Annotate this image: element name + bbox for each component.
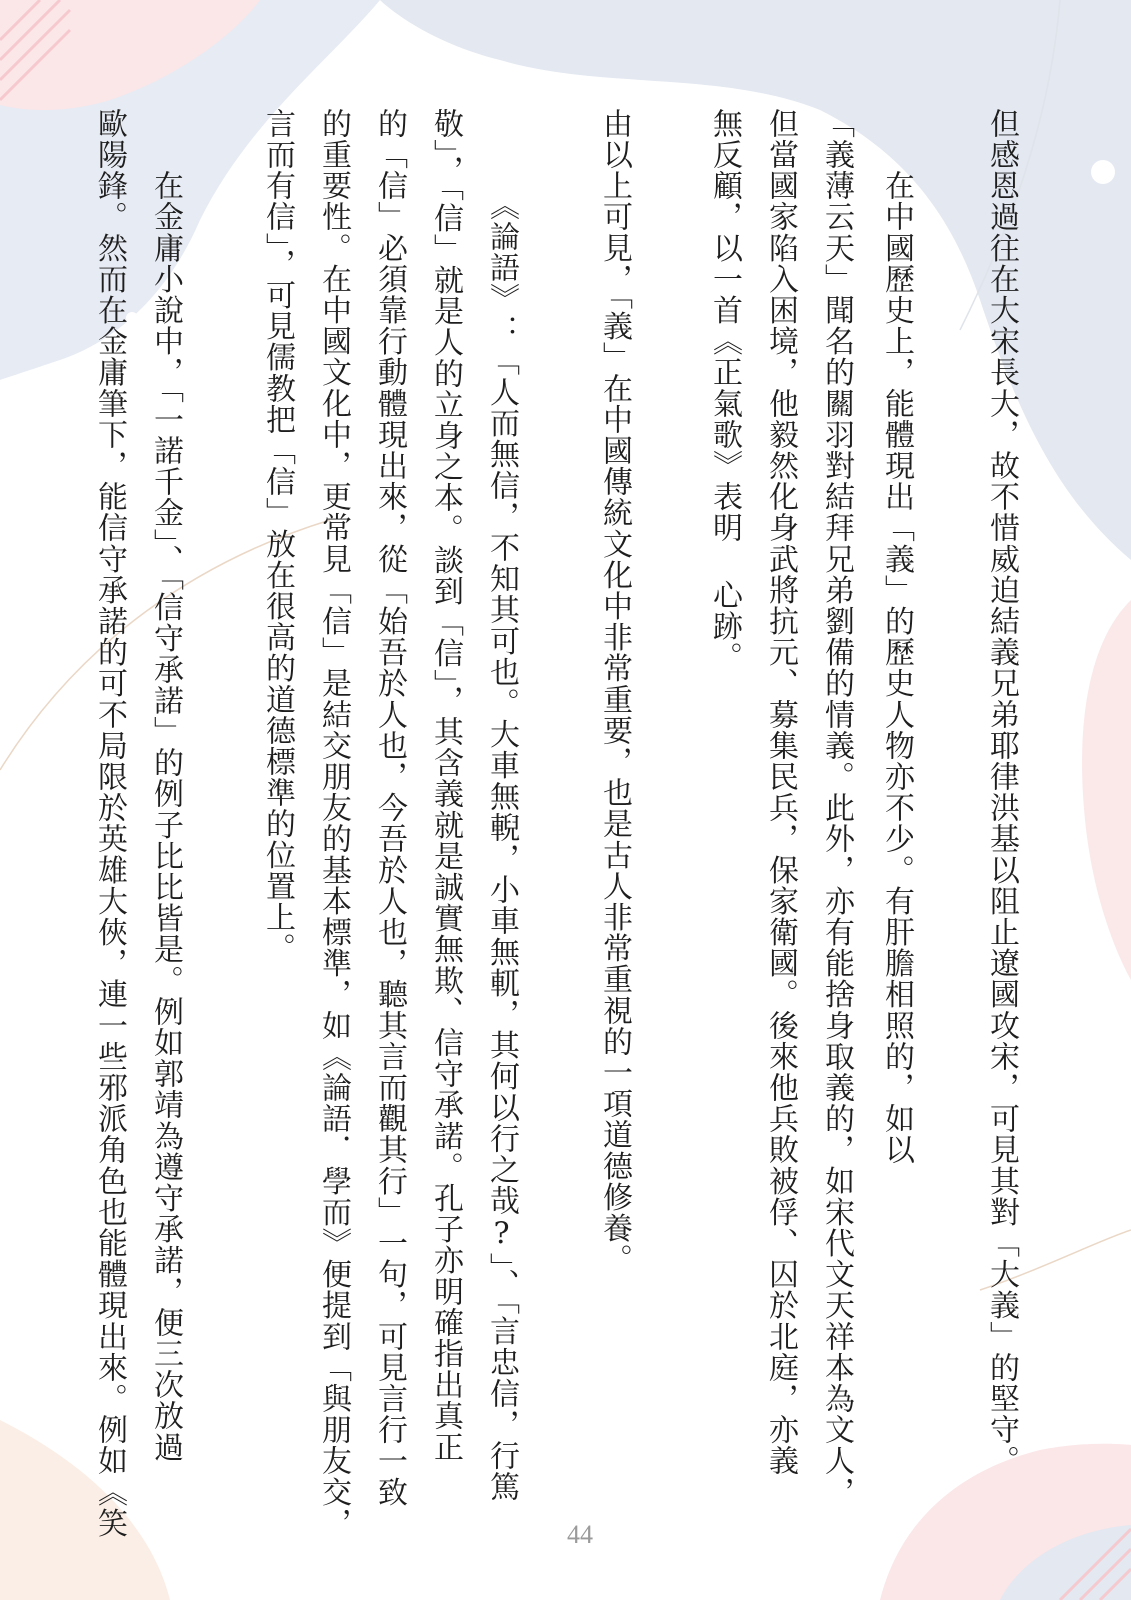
text-line-12: 在金庸小說中，「一諾千金」、「信守承諾」的例子比比皆是。例如郭靖為遵守承諾，便三次放過 <box>148 108 183 1463</box>
text-line-8: 敬」，「信」就是人的立身之本。談到「信」，其含義就是誠實無欺、信守承諾。孔子亦明確指出真正 <box>428 108 463 1463</box>
white-dot <box>1091 160 1115 184</box>
text-line-4: 但當國家陷入困境，他毅然化身武將抗元、募集民兵，保家衛國。後來他兵敗被俘、囚於北庭，亦義 <box>763 108 798 1477</box>
text-line-13: 歐陽鋒。然而在金庸筆下，能信守承諾的可不局限於英雄大俠，連一些邪派角色也能體現出來。例如《笑 <box>92 108 127 1539</box>
text-line-5: 無反顧，以一首《正氣歌》表明 心跡。 <box>707 108 742 673</box>
text-line-2: 在中國歷史上，能體現出「義」的歷史人物亦不少。有肝膽相照的，如以 <box>879 108 914 1166</box>
text-line-7: 《論語》：「人而無信，不知其可也。大車無輗，小車無軏，其何以行之哉?」、「言忠信，行篤 <box>484 190 519 1503</box>
pink-blob-right <box>1082 600 1131 980</box>
text-line-1: 但感恩過往在大宋長大，故不惜威迫結義兄弟耶律洪基以阻止遼國攻宋，可見其對「大義」的堅守。 <box>984 108 1019 1477</box>
peach-blob-bottom <box>0 1420 170 1600</box>
text-line-6: 由以上可見，「義」在中國傳統文化中非常重要，也是古人非常重視的一項道德修養。 <box>597 108 632 1275</box>
page-number: 44 <box>567 1520 593 1549</box>
text-line-9: 的「信」必須靠行動體現出來，從「始吾於人也，今吾於人也，聽其言而觀其行」一句，可見言行一致 <box>372 108 407 1508</box>
text-line-10: 的重要性。在中國文化中，更常見「信」是結交朋友的基本標準，如《論語．學而》便提到「與朋友交， <box>316 108 351 1539</box>
text-line-3: 「義薄云天」聞名的關羽對結拜兄弟劉備的情義。此外，亦有能捨身取義的，如宋代文天祥本為文人， <box>819 108 854 1508</box>
text-line-11: 言而有信」，可見儒教把「信」放在很高的道德標準的位置上。 <box>260 108 295 964</box>
white-dot <box>126 312 138 324</box>
